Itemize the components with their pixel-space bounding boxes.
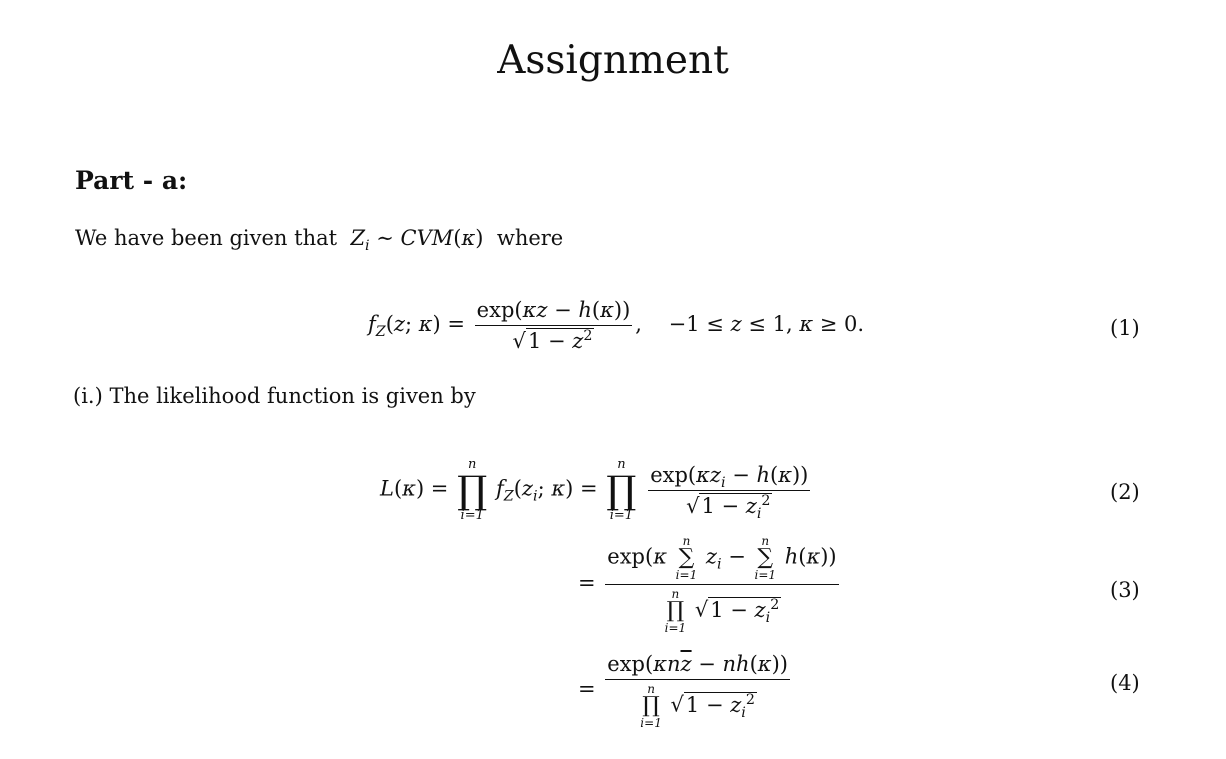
equation-2-fraction: $\frac{\exp(\kappa z_i - h(\kappa))}{√1 - z_i^2}$	[650, 462, 809, 522]
product-operator: n ∏ i=1	[640, 682, 662, 730]
equation-number-4: (4)	[1110, 671, 1140, 695]
equation-1: $f_Z(z$; κ) = $\frac{\exp(\kappa z - h(\kappa))}{√1 - z^2}$ , −1 ≤ z ≤ 1, κ ≥ 0.	[368, 298, 865, 353]
equation-4: = $\exp(\kappa n\overline{z} - nh(\kappa))$ n ∏ i=1 $√1 - z_i^2$	[578, 652, 788, 730]
equation-number-1: (1)	[1110, 316, 1140, 340]
product-operator: n ∏ i=1	[457, 457, 488, 523]
equation-3: = exp(κ n ∑ i=1 $z_i$ − n ∑ i=1 h(κ)) n ∏ i=1 $√1 - z_i^2$	[578, 534, 837, 635]
equation-number-2: (2)	[1110, 480, 1140, 504]
sum-operator: n ∑ i=1	[754, 534, 777, 582]
page-title: Assignment	[497, 38, 729, 83]
equation-3-fraction: exp(κ n ∑ i=1 $z_i$ − n ∑ i=1 h(κ)) n ∏ i=1 $√1 - z_i^2$	[607, 534, 837, 635]
equation-2: L(κ) = n ∏ i=1 $f_Z(z_i$; κ) = n ∏ i=1 $\frac{\exp(\kappa z_i - h(\kappa))}{√1 - z_i^2}$	[380, 457, 809, 523]
section-heading: Part - a:	[75, 166, 188, 195]
product-operator: n ∏ i=1	[606, 457, 637, 523]
intro-text-after: where	[496, 226, 564, 250]
product-operator: n ∏ i=1	[664, 587, 687, 635]
intro-text-before: We have been given that	[75, 226, 338, 250]
intro-paragraph	[75, 226, 564, 255]
intro-inline-math: $Z_i$ ∼ CVM(κ)	[350, 226, 491, 255]
sum-operator: n ∑ i=1	[675, 534, 698, 582]
equation-number-3: (3)	[1110, 578, 1140, 602]
equation-1-fraction: $\frac{\exp(\kappa z - h(\kappa))}{√1 - z^2}$	[476, 298, 631, 353]
equation-4-fraction: $\exp(\kappa n\overline{z} - nh(\kappa))$ n ∏ i=1 $√1 - z_i^2$	[607, 652, 788, 730]
likelihood-sentence: (i.) The likelihood function is given by	[73, 384, 476, 408]
